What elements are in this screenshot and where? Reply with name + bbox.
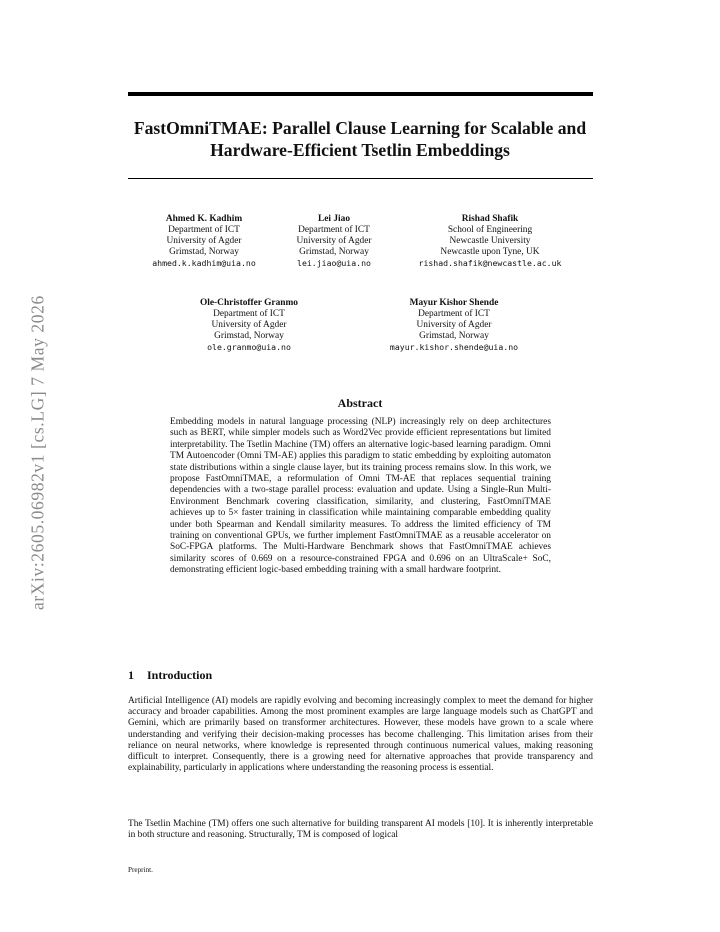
author-email[interactable]: ahmed.k.kadhim@uia.no: [152, 258, 256, 268]
title-bottom-rule: [128, 178, 593, 179]
abstract-heading: Abstract: [337, 396, 383, 410]
author-email[interactable]: lei.jiao@uia.no: [297, 258, 371, 268]
author-block: [140, 214, 268, 269]
author-org: University of Agder: [211, 320, 287, 330]
body-paragraph: The Tsetlin Machine (TM) offers one such alternative for building transparent AI models [10]. It is inherently interpretable in both structure and reasoning. Structurally, TM is composed of logical: [128, 819, 593, 841]
section-heading: [128, 668, 212, 683]
author-place: Newcastle upon Tyne, UK: [440, 247, 540, 257]
author-name: Lei Jiao: [317, 214, 351, 224]
author-org: University of Agder: [166, 236, 242, 246]
author-dept: Department of ICT: [298, 225, 370, 235]
author-email[interactable]: mayur.kishor.shende@uia.no: [389, 342, 519, 352]
arxiv-identifier: arXiv:2605.06982v1 [cs.LG] 7 May 2026: [27, 295, 48, 611]
author-email[interactable]: rishad.shafik@newcastle.ac.uk: [418, 258, 562, 268]
author-name: Mayur Kishor Shende: [409, 298, 499, 308]
author-block: [370, 298, 538, 353]
author-org: University of Agder: [416, 320, 492, 330]
section-number: 1: [128, 668, 134, 682]
author-email[interactable]: ole.granmo@uia.no: [207, 342, 291, 352]
author-block: [282, 214, 386, 269]
author-name: Rishad Shafik: [461, 214, 519, 224]
author-block: [400, 214, 580, 269]
author-dept: Department of ICT: [213, 309, 285, 319]
title-top-rule: [128, 92, 593, 96]
footer-note: Preprint.: [128, 866, 153, 874]
author-dept: School of Engineering: [447, 225, 533, 235]
author-org: University of Agder: [296, 236, 372, 246]
author-block: [186, 298, 312, 353]
author-name: Ole-Christoffer Granmo: [200, 298, 298, 308]
author-name: Ahmed K. Kadhim: [165, 214, 243, 224]
paper-title: FastOmniTMAE: Parallel Clause Learning for Scalable and Hardware-Efficient Tsetlin Embeddings: [133, 118, 587, 160]
section-title: Introduction: [147, 668, 213, 682]
author-place: Grimstad, Norway: [214, 331, 284, 341]
body-paragraph: Artificial Intelligence (AI) models are rapidly evolving and becoming increasingly complex to meet the demand for higher accuracy and broader capabilities. Among the most prominent examples are large language models such as ChatGPT and Gemini, which are primarily based on transformer architectures. However, these models have grown to a scale where understanding and verifying their decision-making processes has become challenging. This limitation arises from their reliance on neural networks, where knowledge is represented through continuous numerical values, making reasoning difficult to interpret. Consequently, there is a growing need for alternative approaches that provide transparency and explainability, particularly in applications where understanding the reasoning process is essential.: [128, 696, 593, 774]
author-place: Grimstad, Norway: [419, 331, 489, 341]
author-dept: Department of ICT: [168, 225, 240, 235]
author-place: Grimstad, Norway: [169, 247, 239, 257]
abstract-text: Embedding models in natural language processing (NLP) increasingly rely on deep architectures such as BERT, while simpler models such as Word2Vec provide efficient representations but limited interpretability. The Tsetlin Machine (TM) offers an alternative logic-based learning paradigm. Omni TM Autoencoder (Omni TM-AE) applies this paradigm to static embedding by exploiting automaton state distributions within a single clause layer, but its training process remains slow. In this work, we propose FastOmniTMAE, a reformulation of Omni TM-AE that replaces sequential training dependencies with a two-stage parallel process: evaluation and update. Using a Single-Run Multi-Environment Benchmark covering classification, similarity, and clustering, FastOmniTMAE achieves up to 5× faster training in classification while maintaining comparable embedding quality under both Spearman and Kendall similarity measures. To address the limited efficiency of TM training on conventional GPUs, we further implement FastOmniTMAE as a reusable accelerator on SoC-FPGA platforms. The Multi-Hardware Benchmark shows that FastOmniTMAE achieves similarity scores of 0.669 on a resource-constrained FPGA and 0.696 on an UltraScale+ SoC, demonstrating efficient logic-based embedding training with a small hardware footprint.: [170, 417, 551, 576]
author-dept: Department of ICT: [418, 309, 490, 319]
author-place: Grimstad, Norway: [299, 247, 369, 257]
author-org: Newcastle University: [449, 236, 531, 246]
